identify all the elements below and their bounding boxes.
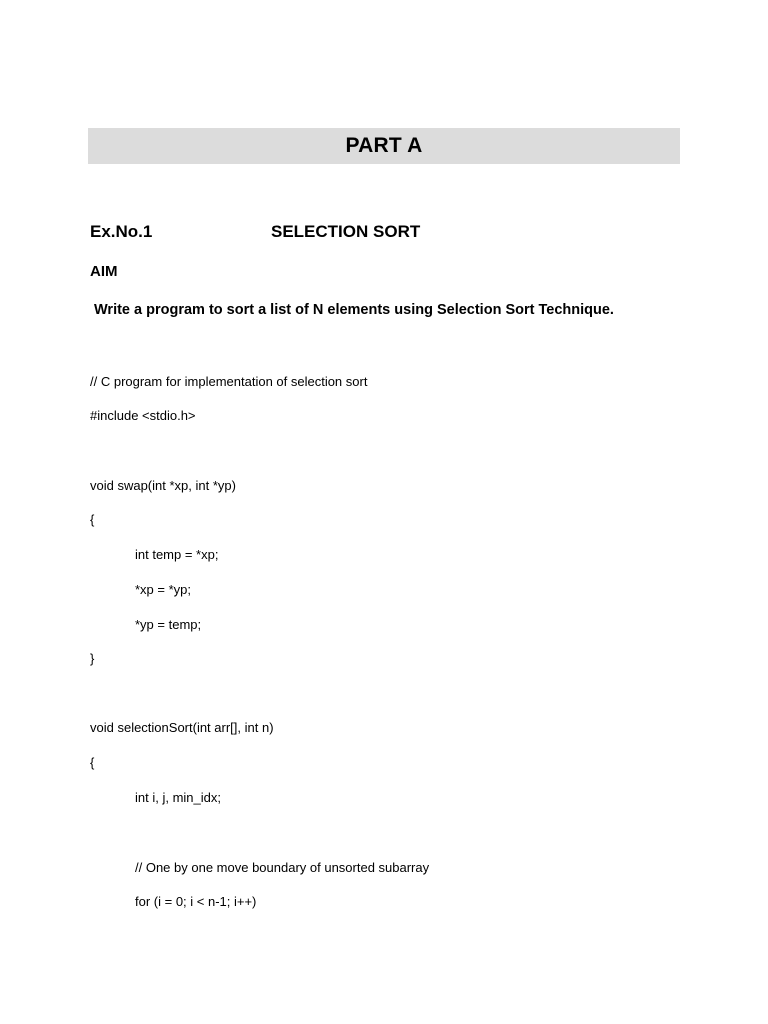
- code-line: *xp = *yp;: [135, 582, 192, 597]
- code-line: int temp = *xp;: [135, 547, 219, 562]
- code-line: }: [90, 651, 95, 666]
- code-line: int i, j, min_idx;: [135, 790, 221, 805]
- part-title: PART A: [345, 134, 423, 157]
- exercise-heading: [90, 220, 690, 244]
- code-line: // One by one move boundary of unsorted subarray: [135, 860, 430, 875]
- part-banner: [88, 128, 680, 164]
- code-line: *yp = temp;: [135, 617, 202, 632]
- code-line: for (i = 0; i < n-1; i++): [135, 894, 257, 909]
- exercise-title: SELECTION SORT: [271, 222, 421, 241]
- code-line: #include <stdio.h>: [90, 408, 196, 423]
- code-line: {: [90, 755, 95, 770]
- exercise-number: Ex.No.1: [90, 222, 153, 241]
- code-line: void selectionSort(int arr[], int n): [90, 720, 274, 735]
- aim-heading: AIM: [90, 263, 118, 280]
- code-line: // C program for implementation of selection sort: [90, 374, 368, 389]
- aim-text: Write a program to sort a list of N elements using Selection Sort Technique.: [94, 302, 614, 318]
- code-line: void swap(int *xp, int *yp): [90, 478, 236, 493]
- code-line: {: [90, 512, 95, 527]
